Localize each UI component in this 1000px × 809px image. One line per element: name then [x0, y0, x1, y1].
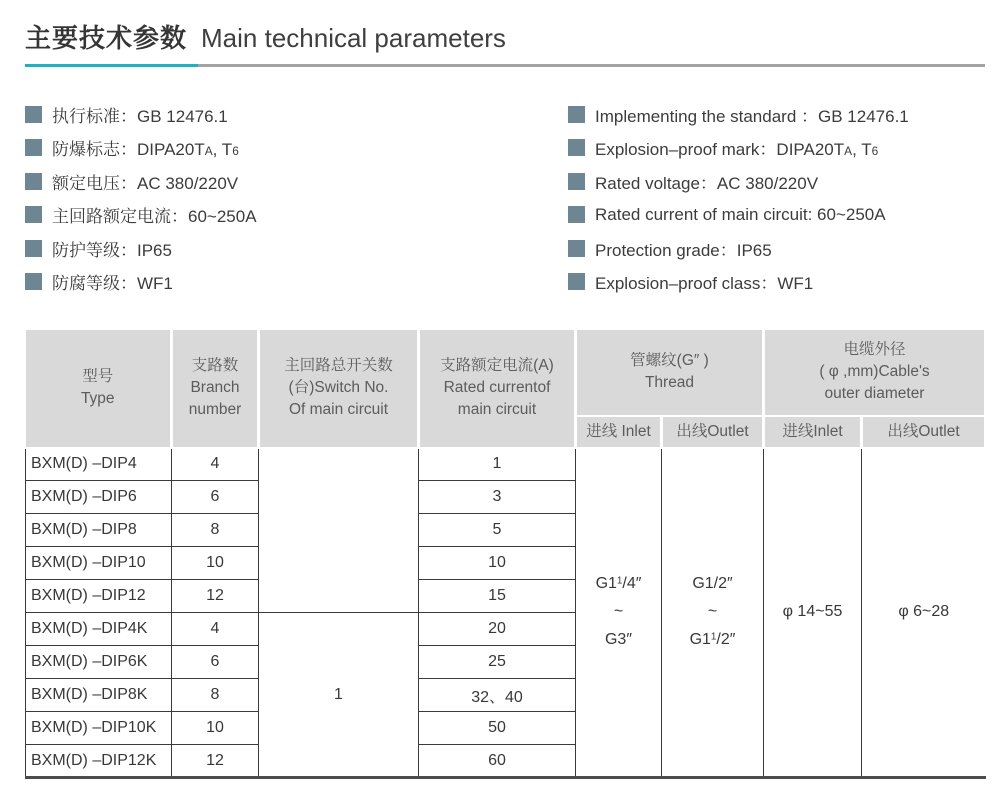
- current-cell: 10: [419, 547, 576, 580]
- cable-outlet-cell: φ 6~28: [862, 448, 986, 778]
- spec-item: [568, 265, 985, 299]
- spec-text: 防护等级：IP65: [52, 240, 172, 260]
- subheader-cable-outlet: 出线Outlet: [862, 416, 986, 448]
- model-type-cell: BXM(D) –DIP8: [26, 514, 172, 547]
- spec-text: Implementing the standard ：GB 12476.1: [595, 106, 909, 126]
- current-cell: 32、40: [419, 679, 576, 712]
- branch-cell: 12: [172, 580, 259, 613]
- spec-item: [568, 198, 985, 232]
- model-type-cell: BXM(D) –DIP10: [26, 547, 172, 580]
- model-type-cell: BXM(D) –DIP4: [26, 448, 172, 481]
- bullet-square-icon: [25, 106, 42, 123]
- model-type-cell: BXM(D) –DIP12: [26, 580, 172, 613]
- model-type-cell: BXM(D) –DIP12K: [26, 745, 172, 778]
- current-cell: 3: [419, 481, 576, 514]
- title-underline: [25, 64, 985, 67]
- spec-list-en: [568, 98, 985, 299]
- bullet-square-icon: [568, 173, 585, 190]
- spec-item: [25, 232, 568, 266]
- bullet-square-icon: [25, 173, 42, 190]
- spec-text: Rated current of main circuit: 60~250A: [595, 204, 886, 224]
- bullet-square-icon: [25, 273, 42, 290]
- spec-item: [25, 198, 568, 232]
- col-header-thread: 管螺纹(G″ ) Thread: [576, 330, 764, 416]
- switch-no-merged-cell-dipk: 1: [259, 613, 419, 778]
- thread-outlet-cell: G1/2″ ~ $G1^1/2''$: [662, 448, 764, 778]
- model-type-cell: BXM(D) –DIP6: [26, 481, 172, 514]
- bullet-square-icon: [568, 206, 585, 223]
- spec-text: 执行标准：GB 12476.1: [52, 106, 228, 126]
- page-title: [25, 22, 985, 55]
- current-cell: 20: [419, 613, 576, 646]
- branch-cell: 10: [172, 712, 259, 745]
- current-cell: 5: [419, 514, 576, 547]
- col-header-switch-no: 主回路总开关数 (台)Switch No. Of main circuit: [259, 330, 419, 448]
- page-title-zh: 主要技术参数: [25, 23, 188, 53]
- model-type-cell: BXM(D) –DIP6K: [26, 646, 172, 679]
- table-row: [26, 448, 986, 481]
- spec-item: [25, 98, 568, 132]
- page-header: [25, 22, 985, 67]
- spec-text: Explosion–proof mark：DIPA20TA, T6: [595, 140, 879, 160]
- switch-no-merged-cell-dip: [259, 448, 419, 613]
- spec-text: Protection grade：IP65: [595, 240, 772, 260]
- subheader-thread-inlet: 进线 Inlet: [576, 416, 662, 448]
- table-body: [26, 448, 986, 778]
- spec-item: [568, 98, 985, 132]
- current-cell: 50: [419, 712, 576, 745]
- col-header-branch: 支路数 Branch number: [172, 330, 259, 448]
- model-type-cell: BXM(D) –DIP10K: [26, 712, 172, 745]
- branch-cell: 12: [172, 745, 259, 778]
- current-cell: 15: [419, 580, 576, 613]
- current-cell: 1: [419, 448, 576, 481]
- thread-inlet-cell: $G1^1/4''$ ~ G3″: [576, 448, 662, 778]
- branch-cell: 10: [172, 547, 259, 580]
- cable-inlet-cell: φ 14~55: [764, 448, 862, 778]
- bullet-square-icon: [25, 206, 42, 223]
- bullet-square-icon: [568, 106, 585, 123]
- model-type-cell: BXM(D) –DIP8K: [26, 679, 172, 712]
- col-header-cable: 电缆外径 ( φ ,mm)Cable's outer diameter: [764, 330, 986, 416]
- page-title-en: Main technical parameters: [201, 23, 506, 53]
- spec-text: 额定电压：AC 380/220V: [52, 173, 239, 193]
- bullet-square-icon: [25, 139, 42, 156]
- spec-text: Rated voltage：AC 380/220V: [595, 173, 819, 193]
- branch-cell: 4: [172, 448, 259, 481]
- header-row-main: [26, 330, 986, 416]
- spec-item: [568, 165, 985, 199]
- col-header-type: 型号 Type: [26, 330, 172, 448]
- spec-item: [568, 232, 985, 266]
- branch-cell: 6: [172, 481, 259, 514]
- branch-cell: 4: [172, 613, 259, 646]
- table-header: [26, 330, 986, 448]
- model-type-cell: BXM(D) –DIP4K: [26, 613, 172, 646]
- spec-item: [25, 265, 568, 299]
- branch-cell: 8: [172, 679, 259, 712]
- bullet-square-icon: [568, 240, 585, 257]
- branch-cell: 8: [172, 514, 259, 547]
- spec-item: [25, 165, 568, 199]
- bullet-square-icon: [25, 240, 42, 257]
- title-underline-accent: [25, 64, 198, 67]
- parameters-table: [25, 330, 987, 780]
- spec-text: Explosion–proof class：WF1: [595, 274, 814, 294]
- spec-item: [25, 131, 568, 165]
- branch-cell: 6: [172, 646, 259, 679]
- col-header-rated-current: 支路额定电流(A) Rated currentof main circuit: [419, 330, 576, 448]
- spec-list: [25, 98, 985, 299]
- spec-list-zh: [25, 98, 568, 299]
- subheader-thread-outlet: 出线Outlet: [662, 416, 764, 448]
- subheader-cable-inlet: 进线Inlet: [764, 416, 862, 448]
- current-cell: 60: [419, 745, 576, 778]
- current-cell: 25: [419, 646, 576, 679]
- spec-text: 主回路额定电流：60~250A: [52, 207, 257, 227]
- bullet-square-icon: [568, 273, 585, 290]
- spec-text: 防腐等级：WF1: [52, 274, 173, 294]
- spec-text: 防爆标志：DIPA20TA, T6: [52, 140, 239, 160]
- spec-item: [568, 131, 985, 165]
- bullet-square-icon: [568, 139, 585, 156]
